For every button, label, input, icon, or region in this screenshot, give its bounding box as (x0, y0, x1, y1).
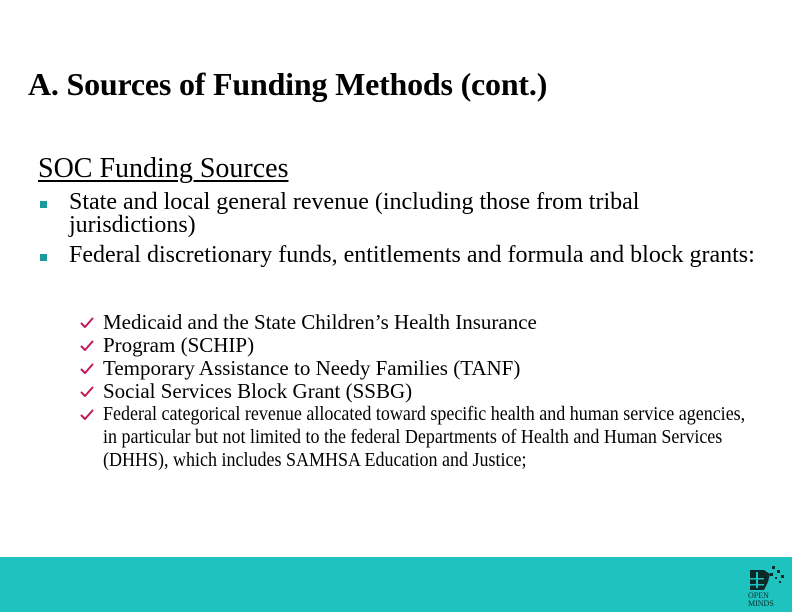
subbullet-item (78, 380, 758, 403)
subbullet-text: Temporary Assistance to Needy Families (TANF) (103, 356, 521, 380)
subbullet-list (78, 311, 758, 472)
subbullet-text: Social Services Block Grant (SSBG) (103, 379, 413, 403)
checkmark-icon (80, 408, 94, 422)
open-minds-logo (748, 564, 790, 610)
bullet-list (38, 191, 758, 274)
section-heading: SOC Funding Sources (38, 153, 289, 184)
bullet-item (38, 191, 758, 237)
logo-line-2: MINDS (748, 599, 774, 608)
subbullet-item (78, 311, 758, 334)
bullet-text: State and local general revenue (including those from tribal jurisdictions) (69, 189, 640, 238)
subbullet-item (78, 403, 783, 472)
checkmark-icon (80, 316, 94, 330)
subbullet-text: Program (SCHIP) (103, 333, 255, 357)
subbullet-item (78, 357, 758, 380)
square-bullet-icon (40, 254, 47, 261)
checkmark-icon (80, 362, 94, 376)
open-minds-logo-icon (748, 564, 790, 592)
checkmark-icon (80, 385, 94, 399)
footer-bar (0, 557, 792, 612)
subbullet-text: Federal categorical revenue allocated toward specific health and human service agencies, in particular but not limited to the federal Departments of Health and Human Services (DHHS), which includes SAMHSA Education and Justice; (103, 403, 746, 471)
subbullet-item (78, 334, 758, 357)
bullet-text: Federal discretionary funds, entitlements and formula and block grants: (69, 242, 755, 268)
logo-text (748, 592, 790, 608)
logo-line-1: OPEN (748, 591, 769, 600)
checkmark-icon (80, 339, 94, 353)
slide-title: A. Sources of Funding Methods (cont.) (28, 66, 548, 102)
square-bullet-icon (40, 201, 47, 208)
bullet-item (38, 244, 758, 267)
subbullet-text: Medicaid and the State Children’s Health Insurance (103, 310, 537, 334)
